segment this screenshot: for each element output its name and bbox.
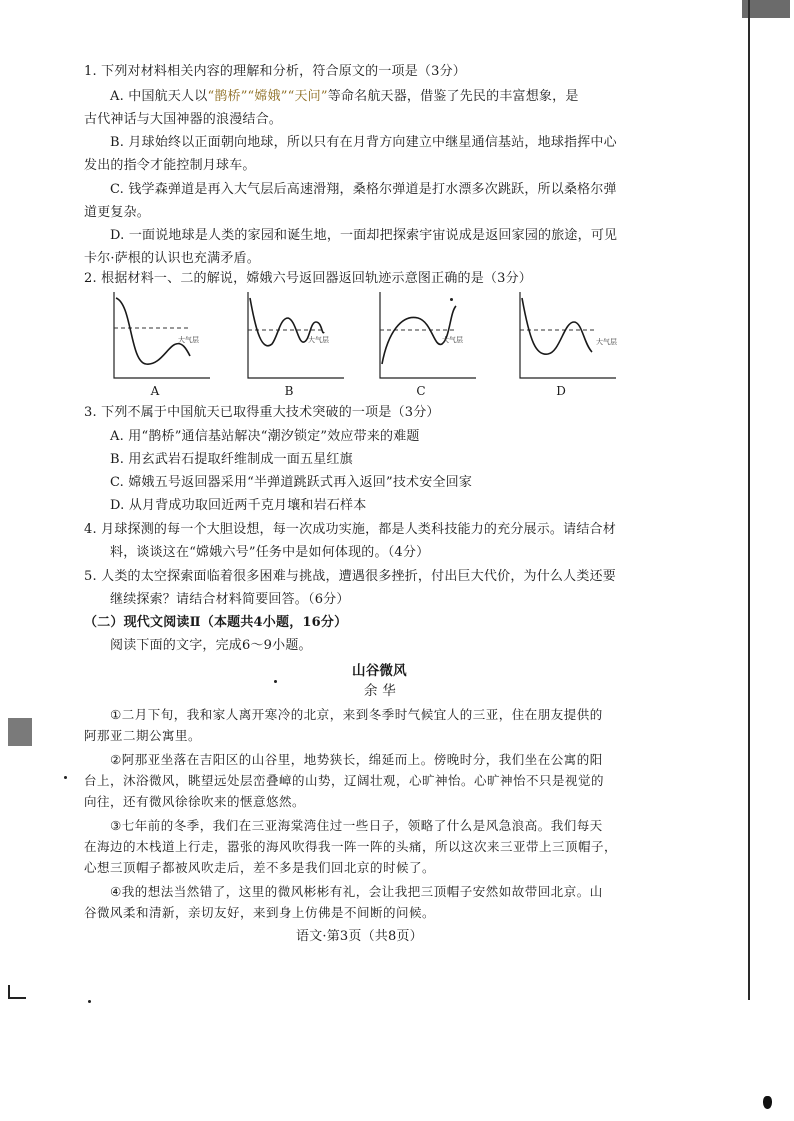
- section-2-instruction: 阅读下面的文字，完成6～9小题。: [110, 638, 312, 653]
- essay-p4-cont: 谷微风柔和清新，亲切友好，来到身上仿佛是不间断的问候。: [84, 905, 436, 920]
- q5-stem: 5. 人类的太空探索面临着很多困难与挑战，遭遇很多挫折，付出巨大代价，为什么人类还要: [84, 569, 616, 584]
- graph-d-atm-label: 大气层: [596, 338, 617, 346]
- scan-bracket-mark: [8, 985, 26, 999]
- scan-edge-line: [748, 0, 750, 1000]
- q3-option-a: A. 用“鹊桥”通信基站解决“潮汐锁定”效应带来的难题: [110, 429, 420, 444]
- graph-d-plot: [516, 292, 616, 382]
- q3-option-d: D. 从月背成功取回近两千克月壤和岩石样本: [110, 498, 367, 513]
- q1-option-c: C. 钱学森弹道是再入大气层后高速滑翔，桑格尔弹道是打水漂多次跳跃，所以桑格尔弹: [110, 182, 617, 197]
- scan-speck: [88, 1000, 91, 1003]
- q1-option-d: D. 一面说地球是人类的家园和诞生地，一面却把探索宇宙说成是返回家园的旅途，可见: [110, 228, 618, 243]
- graph-c-label: C: [416, 384, 426, 398]
- q1-option-b-cont: 发出的指令才能控制月球车。: [84, 158, 256, 173]
- q1-stem: 1. 下列对材料相关内容的理解和分析，符合原文的一项是（3分）: [84, 64, 467, 79]
- essay-p3-cont-1: 在海边的木栈道上行走，嚣张的海风吹得我一阵一阵的头痛，所以这次来三亚带上三顶帽子，: [84, 839, 618, 854]
- q1-name-tianwen: “天问”: [287, 89, 328, 104]
- q1-option-a-cont: 古代神话与大国神器的浪漫结合。: [84, 112, 283, 127]
- q1-option-c-cont: 道更复杂。: [84, 205, 151, 220]
- graph-d-label: D: [556, 384, 566, 398]
- graph-a-plot: [110, 292, 210, 382]
- essay-title: 山谷微风: [352, 663, 407, 679]
- q3-stem: 3. 下列不属于中国航天已取得重大技术突破的一项是（3分）: [84, 405, 440, 420]
- q2-stem: 2. 根据材料一、二的解说，嫦娥六号返回器返回轨迹示意图正确的是（3分）: [84, 271, 533, 286]
- scan-speck: [274, 680, 277, 683]
- essay-p1-cont: 阿那亚二期公寓里。: [84, 728, 202, 743]
- graph-b: [244, 292, 344, 400]
- graph-b-atm-label: 大气层: [308, 336, 329, 344]
- q4-stem: 4. 月球探测的每一个大胆设想，每一次成功实施，都是人类科技能力的充分展示。请结合材: [84, 522, 616, 537]
- graph-a-label: A: [150, 384, 160, 398]
- scan-ink-blot: [763, 1096, 772, 1109]
- q1-option-a: [110, 88, 579, 106]
- graph-b-label: B: [284, 384, 294, 398]
- graph-d: [516, 292, 616, 400]
- q5-stem-cont: 继续探索？请结合材料简要回答。（6分）: [110, 592, 350, 607]
- q1-name-queqiao: “鹊桥”: [207, 89, 248, 104]
- q2-trajectory-graphs: [110, 292, 617, 402]
- q1-option-a-suffix: 等命名航天器，借鉴了先民的丰富想象，是: [327, 89, 579, 104]
- essay-p2-cont-1: 台上，沐浴微风，眺望远处层峦叠嶂的山势，辽阔壮观，心旷神怡。心旷神怡不只是视觉的: [84, 773, 605, 788]
- q3-option-b: B. 用玄武岩石提取纤维制成一面五星红旗: [110, 452, 353, 467]
- q1-name-change: “嫦娥”: [247, 89, 288, 104]
- q4-stem-cont: 料，谈谈这在“嫦娥六号”任务中是如何体现的。（4分）: [110, 545, 430, 560]
- essay-p1: ①二月下旬，我和家人离开寒冷的北京，来到冬季时气候宜人的三亚，住在朋友提供的: [110, 707, 603, 722]
- scan-speck: [64, 776, 67, 779]
- q1-option-b: B. 月球始终以正面朝向地球，所以只有在月背方向建立中继星通信基站，地球指挥中心: [110, 135, 617, 150]
- scan-side-mark: [8, 718, 32, 746]
- graph-a-atm-label: 大气层: [178, 336, 199, 344]
- q1-option-a-prefix: A. 中国航天人以: [110, 89, 208, 104]
- graph-c: [376, 292, 476, 400]
- essay-p2-cont-2: 向往，还有微风徐徐吹来的惬意悠然。: [84, 794, 306, 809]
- essay-p2: ②阿那亚坐落在吉阳区的山谷里，地势狭长，绵延而上。傍晚时分，我们坐在公寓的阳: [110, 752, 603, 767]
- graph-c-plot: [376, 292, 476, 382]
- q3-option-c: C. 嫦娥五号返回器采用“半弹道跳跃式再入返回”技术安全回家: [110, 475, 473, 490]
- graph-c-atm-label: 大气层: [442, 336, 463, 344]
- section-2-heading: （二）现代文阅读Ⅱ（本题共4小题，16分）: [84, 615, 348, 630]
- q1-option-d-cont: 卡尔·萨根的认识也充满矛盾。: [84, 251, 260, 266]
- essay-author: 余 华: [364, 683, 396, 699]
- essay-p4: ④我的想法当然错了，这里的微风彬彬有礼，会让我把三顶帽子安然如故带回北京。山: [110, 884, 603, 899]
- graph-a: [110, 292, 210, 400]
- page-footer: 语文·第3页（共8页）: [296, 929, 423, 944]
- essay-p3: ③七年前的冬季，我们在三亚海棠湾住过一些日子，领略了什么是风急浪高。我们每天: [110, 818, 603, 833]
- graph-b-plot: [244, 292, 344, 382]
- essay-p3-cont-2: 心想三顶帽子都被风吹走后，差不多是我们回北京的时候了。: [84, 860, 436, 875]
